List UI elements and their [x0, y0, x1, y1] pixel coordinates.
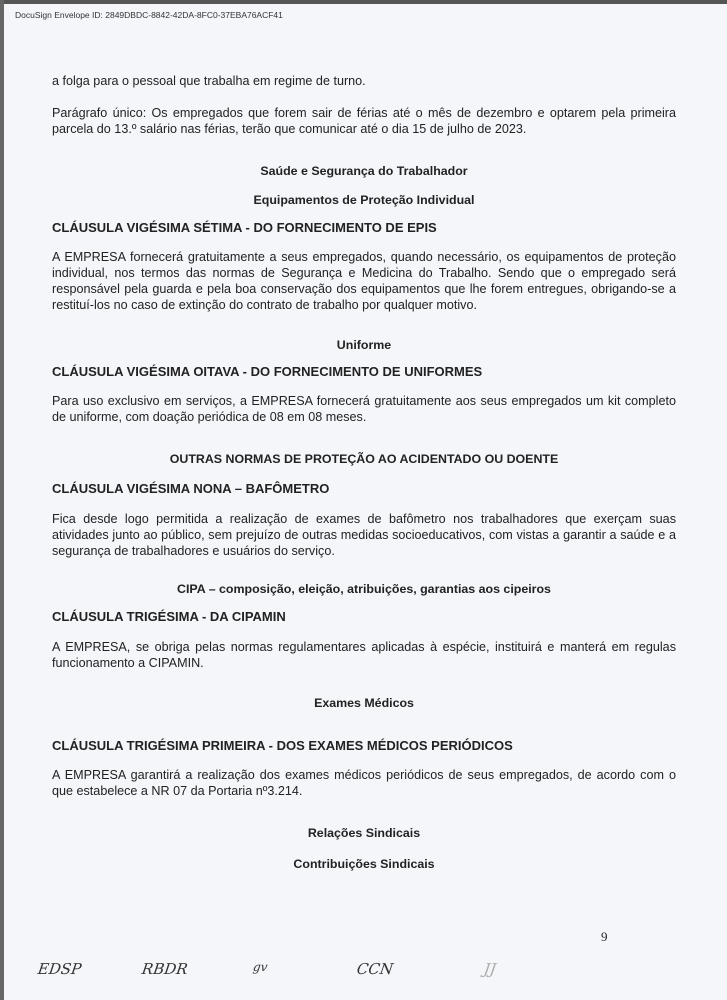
initials-signature: JJ — [482, 960, 498, 978]
section-heading: Equipamentos de Proteção Individual — [253, 193, 475, 207]
initials-signature: RBDR — [140, 960, 189, 978]
initials-signature: EDSP — [36, 960, 83, 978]
section-heading: Saúde e Segurança do Trabalhador — [260, 164, 468, 178]
clause-title: CLÁUSULA TRIGÉSIMA - DA CIPAMIN — [52, 609, 286, 624]
scan-border-left — [0, 0, 4, 1000]
section-heading: Uniforme — [336, 338, 392, 352]
section-heading: CIPA – composição, eleição, atribuições, garantias aos cipeiros — [177, 582, 551, 596]
section-heading: OUTRAS NORMAS DE PROTEÇÃO AO ACIDENTADO OU DOENTE — [169, 452, 559, 466]
scan-border-top — [0, 0, 727, 4]
paragraph: A EMPRESA fornecerá gratuitamente a seus empregados, quando necessário, os equipamentos de proteção individual, nos termos das normas de Segurança e Medicina do Trabalho. Sendo que o empregado será responsável pela guarda e pela boa conservação dos equipamentos que lhe forem entregues, obrigando-se a restituí-los no caso de extinção do contrato de trabalho por qualquer motivo. — [52, 250, 676, 312]
section-heading: Relações Sindicais — [307, 826, 421, 840]
initials-signature: CCN — [355, 960, 395, 978]
clause-title: CLÁUSULA VIGÉSIMA SÉTIMA - DO FORNECIMENTO DE EPIS — [52, 220, 437, 235]
paragraph: Parágrafo único: Os empregados que forem sair de férias até o mês de dezembro e optarem pela primeira parcela do 13.º salário nas férias, terão que comunicar até o dia 15 de julho de 2023. — [52, 106, 676, 136]
section-heading: Contribuições Sindicais — [293, 857, 435, 871]
paragraph: a folga para o pessoal que trabalha em regime de turno. — [52, 74, 366, 88]
section-heading: Exames Médicos — [314, 696, 414, 710]
page-number: 9 — [601, 929, 608, 944]
paragraph: A EMPRESA, se obriga pelas normas regulamentares aplicadas à espécie, instituirá e manterá em regulas funcionamento a CIPAMIN. — [52, 640, 676, 670]
clause-title: CLÁUSULA TRIGÉSIMA PRIMEIRA - DOS EXAMES MÉDICOS PERIÓDICOS — [52, 738, 513, 753]
paragraph: Para uso exclusivo em serviços, a EMPRESA fornecerá gratuitamente aos seus empregados um kit completo de uniforme, com doação periódica de 08 em 08 meses. — [52, 394, 676, 424]
paragraph: A EMPRESA garantirá a realização dos exames médicos periódicos de seus empregados, de acordo com o que estabelece a NR 07 da Portaria nº3.214. — [52, 768, 676, 798]
paragraph: Fica desde logo permitida a realização de exames de bafômetro nos trabalhadores que exerçam suas atividades junto ao público, sem prejuízo de outras medidas socioeducativos, com vistas a garantir a saúde e a segurança de trabalhadores e usuários do serviço. — [52, 512, 676, 558]
initials-signature: gv — [252, 960, 269, 974]
clause-title: CLÁUSULA VIGÉSIMA OITAVA - DO FORNECIMENTO DE UNIFORMES — [52, 364, 483, 379]
docusign-envelope-id: DocuSign Envelope ID: 2849DBDC-8842-42DA-8FC0-37EBA76ACF41 — [15, 10, 283, 20]
clause-title: CLÁUSULA VIGÉSIMA NONA – BAFÔMETRO — [52, 481, 330, 496]
